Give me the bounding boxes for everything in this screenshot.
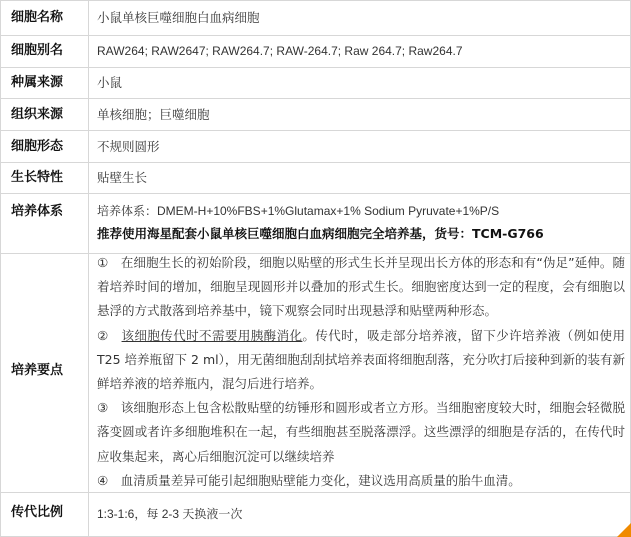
value-growth-property: 贴壁生长 [97, 170, 148, 185]
column-divider [0, 0, 1, 537]
value-cell-name: 小鼠单核巨噬细胞白血病细胞 [97, 10, 260, 25]
culture-points-text [97, 251, 625, 493]
row-divider [0, 98, 631, 99]
label-tissue-source: 组织来源 [11, 107, 64, 122]
row-divider [0, 193, 631, 194]
page-corner-fold [617, 523, 631, 537]
culture-point-3: ③ 该细胞形态上包含松散贴壁的纺锤形和圆形或者立方形。当细胞密度较大时，细胞会轻微脱落变圆或者许多细胞堆积在一起，有些细胞甚至脱落漂浮。这些漂浮的细胞是存活的，在传代时应收集起来，离心后细胞沉淀可以继续培养 [97, 400, 625, 464]
value-tissue-source: 单核细胞；巨噬细胞 [97, 107, 210, 122]
culture-point-2-marker: ② [97, 327, 122, 343]
culture-point-1: ① 在细胞生长的初始阶段，细胞以贴壁的形式生长并呈现出长方体的形态和有“伪足”延伸。随着培养时间的增加，细胞呈现圆形并以叠加的形式生长。细胞密度达到一定的程度，会有细胞以悬浮的方式散落到培养基中，镜下观察会同时出现悬浮和贴壁两种形态。 [97, 255, 625, 319]
label-culture-points: 培养要点 [11, 363, 64, 378]
label-culture-system: 培养体系 [11, 204, 64, 219]
label-growth-property: 生长特性 [11, 170, 64, 185]
label-cell-name: 细胞名称 [11, 10, 64, 25]
label-cell-morphology: 细胞形态 [11, 139, 64, 154]
column-divider [88, 0, 89, 537]
row-divider [0, 0, 631, 1]
row-divider [0, 67, 631, 68]
culture-point-2-detail: 。传代时，吸走部分培养液，留下少许培养液（例如使用 T25 培养瓶留下 2 ml），用无菌细胞刮刮拭培养表面将细胞刮落，充分吹打后接种到新的装有新鲜培养液的培养瓶内，混匀后进行培养。 [97, 327, 625, 392]
label-passage-ratio: 传代比例 [11, 505, 64, 520]
value-species-source: 小鼠 [97, 75, 123, 90]
row-divider [0, 35, 631, 36]
label-cell-alias: 细胞别名 [11, 43, 64, 58]
culture-point-2-emphasis: 该细胞传代时不需要用胰酶消化 [121, 327, 303, 343]
value-culture-medium: 培养体系：DMEM-H+10%FBS+1%Glutamax+1% Sodium Pyruvate+1%P/S [97, 204, 500, 218]
value-recommended-medium: 推荐使用海星配套小鼠单核巨噬细胞白血病细胞完全培养基，货号：TCM-G766 [97, 226, 544, 241]
label-species-source: 种属来源 [11, 75, 64, 90]
value-cell-alias: RAW264; RAW2647; RAW264.7; RAW-264.7; Raw 264.7; Raw264.7 [97, 44, 463, 58]
row-divider [0, 130, 631, 131]
value-passage-ratio: 1:3-1:6，每 2-3 天换液一次 [97, 507, 243, 521]
value-cell-morphology: 不规则圆形 [97, 139, 160, 154]
culture-point-2 [97, 324, 625, 397]
row-divider [0, 162, 631, 163]
culture-point-4: ④ 血清质量差异可能引起细胞贴壁能力变化，建议选用高质量的胎牛血清。 [97, 472, 521, 488]
